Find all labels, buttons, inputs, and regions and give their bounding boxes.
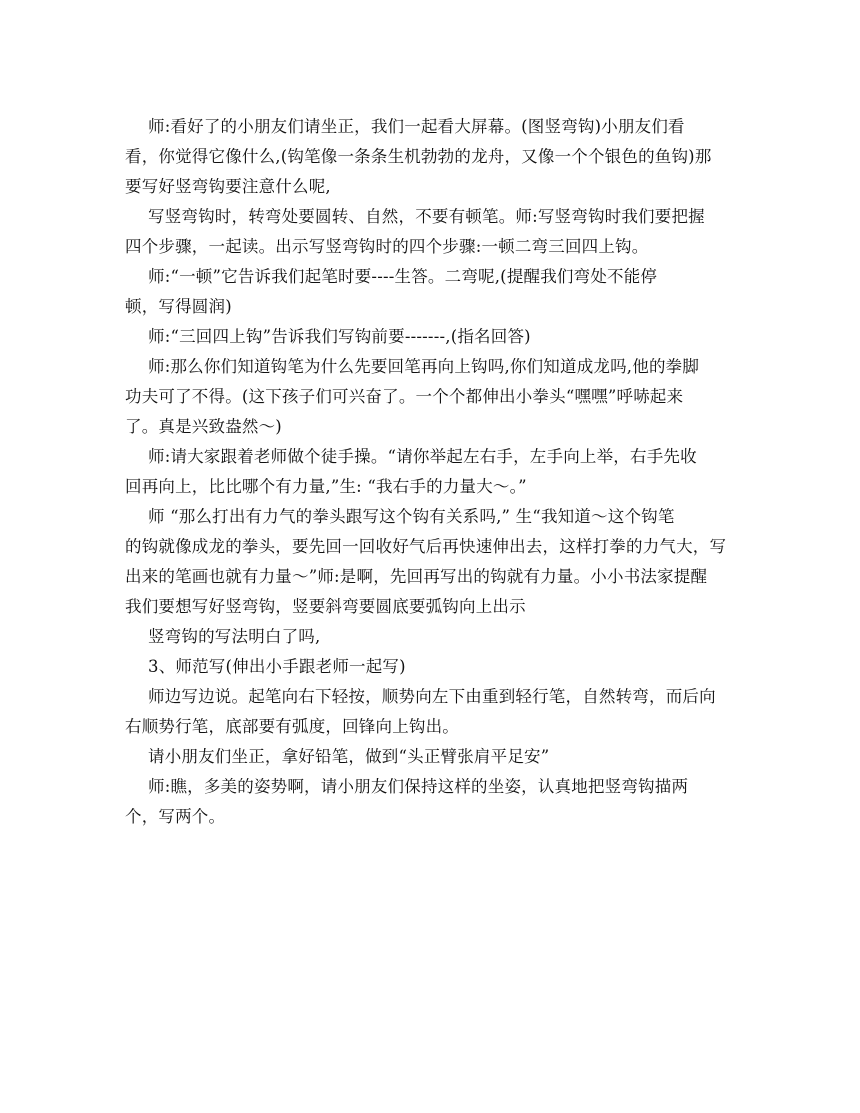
- text-line: 师:那么你们知道钩笔为什么先要回笔再向上钩吗,你们知道成龙吗,他的拳脚: [148, 357, 700, 376]
- text-line: 师:看好了的小朋友们请坐正，我们一起看大屏幕。(图竖弯钩)小朋友们看: [148, 117, 685, 136]
- paragraph: [126, 322, 742, 352]
- text-line: 了。真是兴致盎然～): [125, 417, 282, 436]
- text-line: 的钩就像成龙的拳头，要先回一回收好气后再快速伸出去，这样打拳的力气大，写: [125, 537, 727, 556]
- paragraph: [126, 502, 742, 622]
- text-line: 3、师范写(伸出小手跟老师一起写): [148, 657, 406, 676]
- text-line: 回再向上，比比哪个有力量,”生: “我右手的力量大～。”: [125, 477, 527, 496]
- text-line: 竖弯钩的写法明白了吗,: [148, 627, 321, 646]
- paragraph: [126, 652, 742, 682]
- text-line: 四个步骤，一起读。出示写竖弯钩时的四个步骤:一顿二弯三回四上钩。: [125, 237, 649, 256]
- text-line: 师:请大家跟着老师做个徒手操。“请你举起左右手，左手向上举，右手先收: [148, 447, 697, 466]
- text-line: 我们要想写好竖弯钩，竖要斜弯要圆底要弧钩向上出示: [125, 597, 526, 616]
- paragraph: [126, 202, 742, 262]
- text-line: 要写好竖弯钩要注意什么呢,: [125, 177, 331, 196]
- paragraph: [126, 442, 742, 502]
- text-line: 师边写边说。起笔向右下轻按，顺势向左下由重到轻行笔，自然转弯，而后向: [148, 687, 716, 706]
- text-line: 请小朋友们坐正，拿好铅笔，做到“头正臂张肩平足安”: [148, 747, 550, 766]
- document-body: [126, 112, 742, 832]
- text-line: 师:“三回四上钩”告诉我们写钩前要-------,(指名回答): [148, 327, 531, 346]
- text-line: 看，你觉得它像什么,(钩笔像一条条生机勃勃的龙舟，又像一个个银色的鱼钩)那: [125, 147, 712, 166]
- text-line: 右顺势行笔，底部要有弧度，回锋向上钩出。: [125, 717, 459, 736]
- text-line: 出来的笔画也就有力量～”师:是啊，先回再写出的钩就有力量。小小书法家提醒: [125, 567, 708, 586]
- paragraph: [126, 112, 742, 202]
- paragraph: [126, 352, 742, 442]
- paragraph: [126, 742, 742, 772]
- text-line: 师 “那么打出有力气的拳头跟写这个钩有关系吗,” 生“我知道～这个钩笔: [148, 507, 675, 526]
- paragraph: [126, 622, 742, 652]
- text-line: 功夫可了不得。(这下孩子们可兴奋了。一个个都伸出小拳头“嘿嘿”呼哧起来: [125, 387, 684, 406]
- text-line: 师:瞧，多美的姿势啊，请小朋友们保持这样的坐姿，认真地把竖弯钩描两: [148, 777, 689, 796]
- text-line: 写竖弯钩时，转弯处要圆转、自然，不要有顿笔。师:写竖弯钩时我们要把握: [148, 207, 705, 226]
- text-line: 师:“一顿”它告诉我们起笔时要----生答。二弯呢,(提醒我们弯处不能停: [148, 267, 658, 286]
- paragraph: [126, 682, 742, 742]
- text-line: 顿，写得圆润): [125, 297, 232, 316]
- text-line: 个，写两个。: [125, 807, 226, 826]
- paragraph: [126, 772, 742, 832]
- paragraph: [126, 262, 742, 322]
